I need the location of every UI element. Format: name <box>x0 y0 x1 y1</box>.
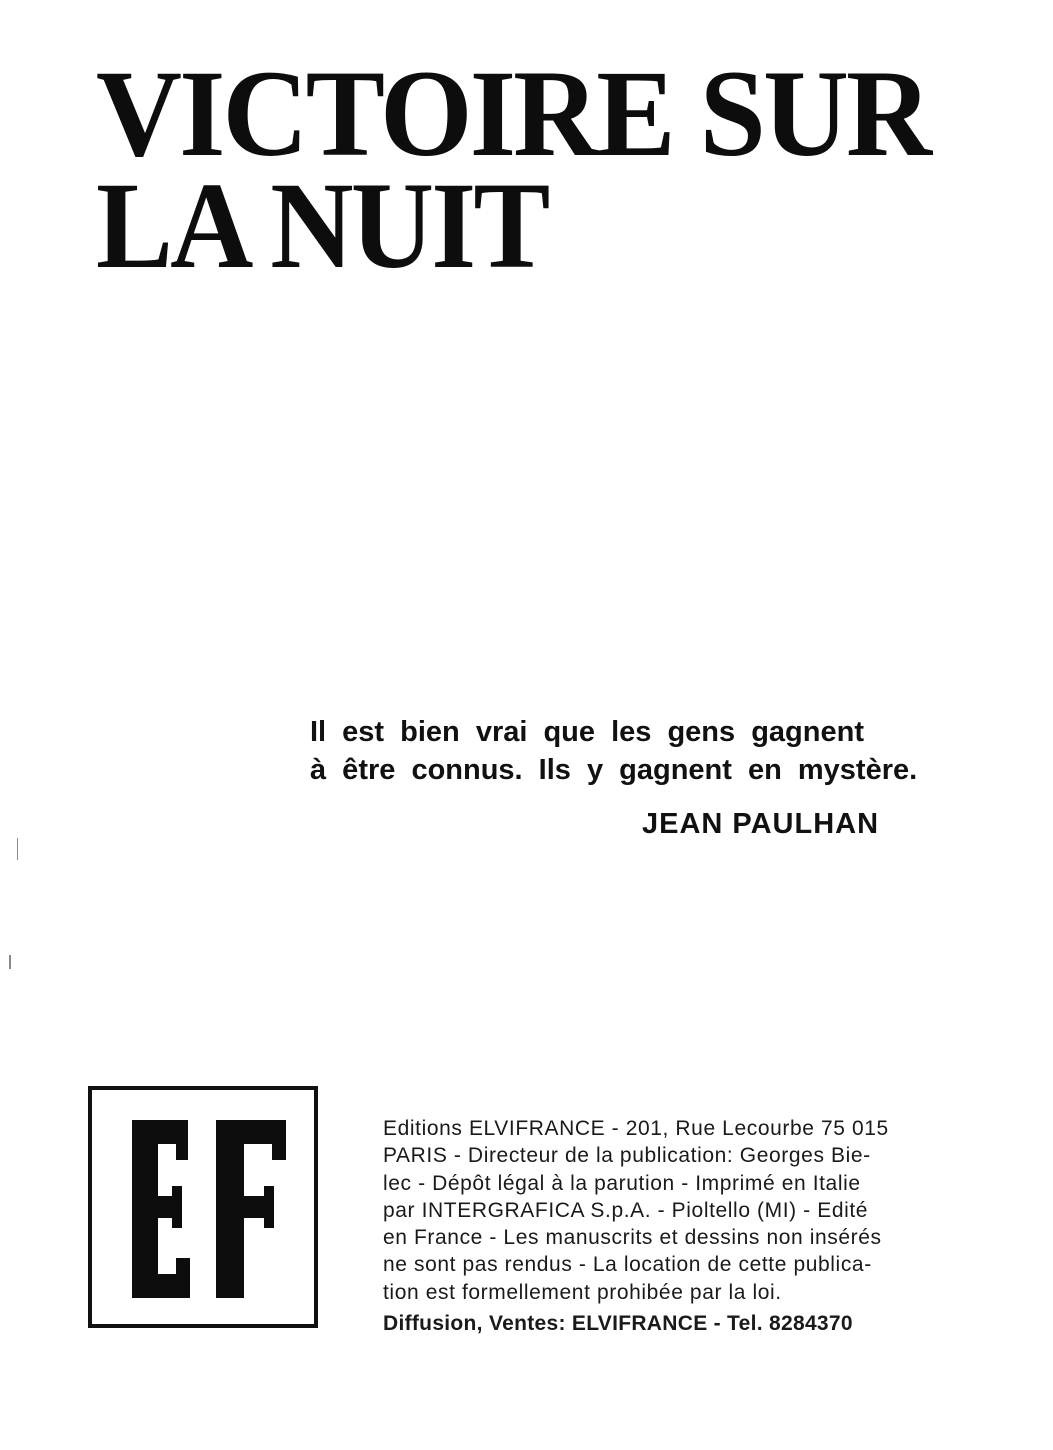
title-line-1: VICTOIRE SUR <box>96 45 930 182</box>
imprint-line: ne sont pas rendus - La location de cette publica- <box>383 1253 872 1277</box>
diffusion-line: Diffusion, Ventes: ELVIFRANCE - Tel. 8284370 <box>383 1312 853 1336</box>
scan-speck <box>17 838 18 860</box>
imprint-line: lec - Dépôt légal à la parution - Imprimé en Italie <box>383 1171 861 1195</box>
imprint-line: par INTERGRAFICA S.p.A. - Pioltello (MI) - Edité <box>383 1198 869 1222</box>
imprint-line: en France - Les manuscrits et dessins non insérés <box>383 1226 882 1250</box>
quote-author: JEAN PAULHAN <box>642 808 880 840</box>
publisher-logo <box>88 1086 318 1328</box>
legal-imprint <box>383 1115 973 1337</box>
imprint-line: PARIS - Directeur de la publication: Georges Bie- <box>383 1144 871 1168</box>
imprint-line: tion est formellement prohibée par la loi. <box>383 1280 782 1304</box>
quote-line-2: à être connus. Ils y gagnent en mystère. <box>310 754 918 786</box>
imprint-line: Editions ELVIFRANCE - 201, Rue Lecourbe 75 015 <box>383 1117 889 1140</box>
epigraph-quote <box>310 713 980 789</box>
title-line-2: LA NUIT <box>96 157 548 294</box>
ef-logo-icon <box>130 1120 290 1298</box>
quote-line-1: Il est bien vrai que les gens gagnent <box>310 716 864 748</box>
scan-speck <box>9 955 11 969</box>
page-title <box>96 45 996 294</box>
